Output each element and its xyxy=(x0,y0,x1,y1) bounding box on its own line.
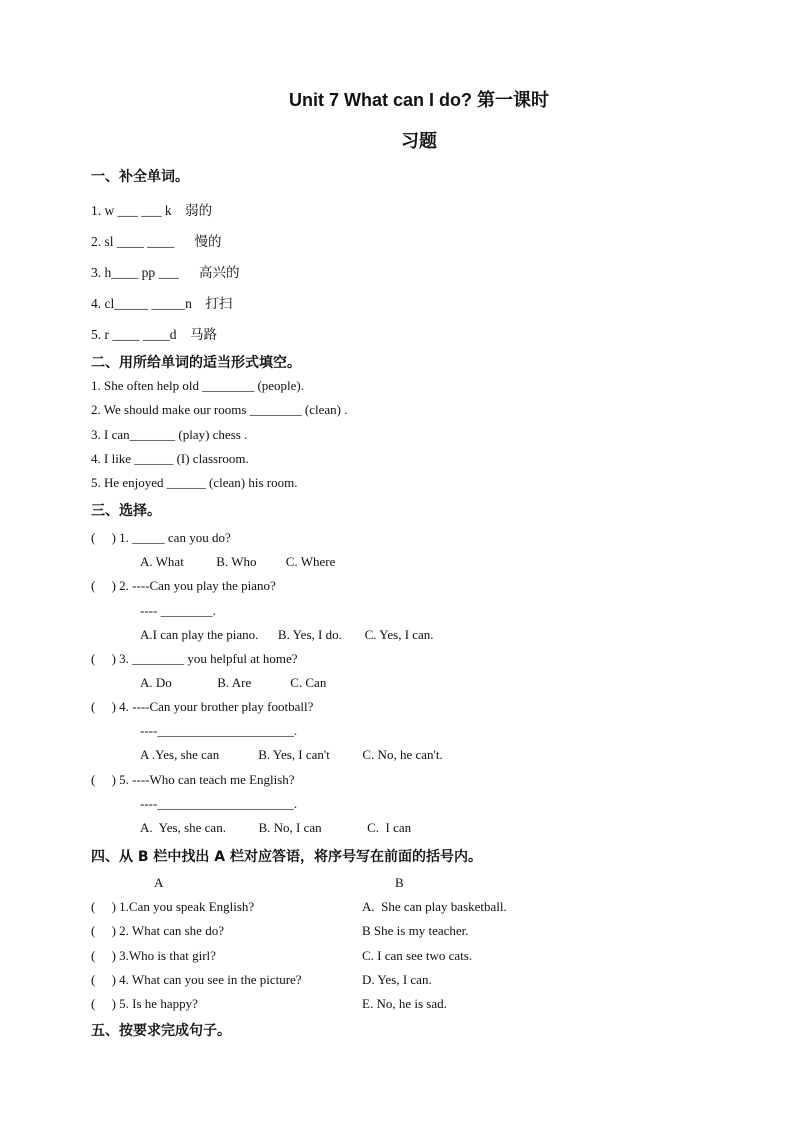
match-b-4: D. Yes, I can. xyxy=(362,972,432,987)
match-a-1: ( ) 1.Can you speak English? xyxy=(91,899,255,914)
question-3: ( ) 3. ________ you helpful at home? xyxy=(91,651,298,666)
section-2-item-2: 2. We should make our rooms ________ (clean) . xyxy=(91,402,348,417)
section-2-item-1: 1. She often help old ________ (people). xyxy=(91,378,305,393)
question-4-answer-line: ----_____________________. xyxy=(140,723,298,738)
section-1-item-2: 2. sl ____ ____ 慢的 xyxy=(91,234,222,249)
section-5-heading: 五、按要求完成句子。 xyxy=(91,1023,231,1039)
match-b-2: B She is my teacher. xyxy=(362,923,469,938)
match-b-5: E. No, he is sad. xyxy=(362,996,447,1011)
section-1-item-5: 5. r ____ ____d 马路 xyxy=(91,327,217,342)
question-1-options: A. What B. Who C. Where xyxy=(140,554,336,569)
page-subtitle: 习题 xyxy=(401,131,437,151)
page-title: Unit 7 What can I do? 第一课时 xyxy=(289,90,549,110)
section-2-item-4: 4. I like ______ (I) classroom. xyxy=(91,451,249,466)
match-a-2: ( ) 2. What can she do? xyxy=(91,923,224,938)
match-a-3: ( ) 3.Who is that girl? xyxy=(91,948,216,963)
question-3-options: A. Do B. Are C. Can xyxy=(140,675,327,690)
column-b-header: B xyxy=(395,875,404,890)
question-2: ( ) 2. ----Can you play the piano? xyxy=(91,578,276,593)
section-1-item-1: 1. w ___ ___ k 弱的 xyxy=(91,203,213,218)
match-b-3: C. I can see two cats. xyxy=(362,948,473,963)
match-b-1: A. She can play basketball. xyxy=(362,899,507,914)
section-2-item-3: 3. I can_______ (play) chess . xyxy=(91,427,248,442)
section-2-item-5: 5. He enjoyed ______ (clean) his room. xyxy=(91,475,298,490)
section-1-item-3: 3. h____ pp ___ 高兴的 xyxy=(91,265,240,280)
section-1-heading: 一、补全单词。 xyxy=(91,169,189,185)
match-a-4: ( ) 4. What can you see in the picture? xyxy=(91,972,302,987)
section-2-heading: 二、用所给单词的适当形式填空。 xyxy=(91,355,301,371)
question-2-options: A.I can play the piano. B. Yes, I do. C. Yes, I can. xyxy=(140,627,434,642)
question-4-options: A .Yes, she can B. Yes, I can't C. No, he can't. xyxy=(140,747,443,762)
question-5-options: A. Yes, she can. B. No, I can C. I can xyxy=(140,820,412,835)
question-5-answer-line: ----_____________________. xyxy=(140,796,298,811)
question-4: ( ) 4. ----Can your brother play football? xyxy=(91,699,314,714)
match-a-5: ( ) 5. Is he happy? xyxy=(91,996,198,1011)
question-5: ( ) 5. ----Who can teach me English? xyxy=(91,772,295,787)
question-2-answer-line: ---- ________. xyxy=(140,603,216,618)
section-1-item-4: 4. cl_____ _____n 打扫 xyxy=(91,296,233,311)
column-a-header: A xyxy=(154,875,164,890)
question-1: ( ) 1. _____ can you do? xyxy=(91,530,231,545)
section-4-heading: 四、从 B 栏中找出 A 栏对应答语，将序号写在前面的括号内。 xyxy=(91,849,483,865)
section-3-heading: 三、选择。 xyxy=(91,503,161,519)
